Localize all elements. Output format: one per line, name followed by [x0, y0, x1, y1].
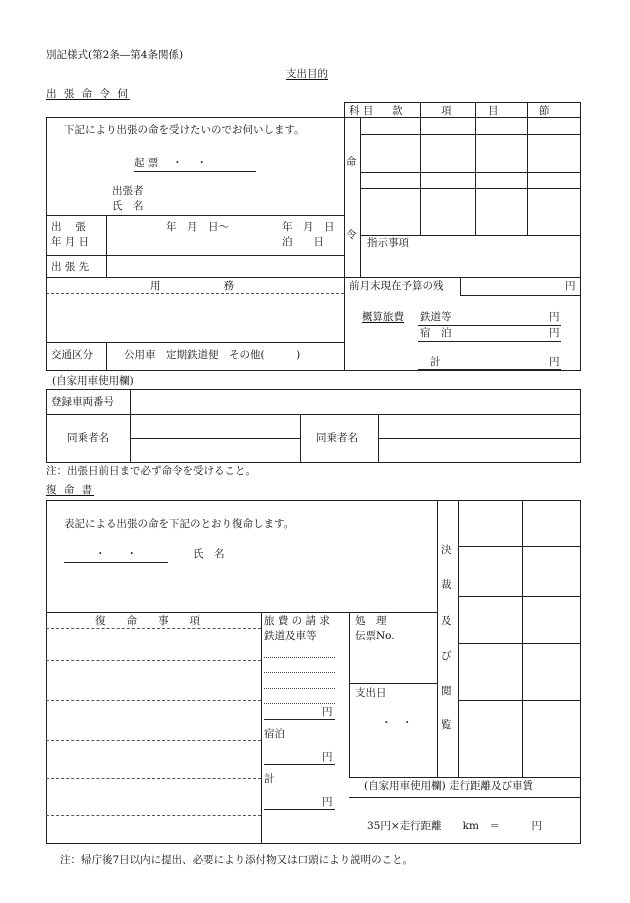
note-report-deadline: 注：帰庁後7日以内に提出、必要により添付物又は口頭により説明のこと。	[60, 854, 414, 866]
expense-date-field[interactable]: ・ ・	[381, 717, 413, 729]
vehicle-registration-label: 登録車両番号	[51, 396, 114, 408]
instruction-label: 指示事項	[367, 237, 409, 249]
page-title: 支出目的	[286, 68, 328, 80]
travel-dates-label-l2: 年 月 日	[51, 236, 90, 248]
estimate-lodging-label: 宿 泊	[420, 327, 452, 339]
traveler-label: 出張者	[112, 185, 144, 197]
claim-lodging-yen: 円	[322, 751, 333, 763]
travel-nights[interactable]: 泊 日	[282, 236, 324, 248]
estimate-lodging-yen: 円	[549, 327, 560, 339]
vehicle-registration-input[interactable]	[132, 391, 578, 412]
approval-char-6: 覧	[441, 719, 452, 731]
report-statement: 表記による出張の命を下記のとおり復命します。	[64, 518, 295, 530]
approval-char-2: 裁	[441, 579, 452, 591]
remaining-budget-label: 前月末現在予算の残	[349, 280, 444, 292]
claim-lodging-label: 宿泊	[264, 728, 285, 740]
passenger-label-2: 同乗者名	[316, 432, 358, 444]
claim-total-label: 計	[264, 773, 275, 785]
car-fare-formula: 35円×走行距離 km ＝ 円	[367, 820, 542, 832]
expense-date-label: 支出日	[355, 687, 387, 699]
estimate-total-yen: 円	[549, 356, 560, 368]
estimate-rail-label: 鉄道等	[420, 311, 452, 323]
travel-dates-label-l1: 出 張	[51, 221, 86, 233]
report-name-label: 氏 名	[193, 548, 225, 560]
budget-header-kamoku: 科 目	[349, 105, 374, 117]
order-char-rei: 令	[346, 229, 357, 241]
private-car-title: (自家用車使用欄)	[52, 375, 134, 387]
approval-char-3: 及	[441, 615, 452, 627]
purpose-input[interactable]	[48, 296, 342, 340]
approval-char-4: び	[441, 650, 452, 662]
travel-date-from[interactable]: 年 月 日〜	[166, 221, 229, 233]
remaining-budget-yen: 円	[565, 280, 576, 292]
form-id: 別記様式(第2条―第4条関係)	[46, 49, 184, 61]
destination-input[interactable]	[108, 257, 342, 275]
report-date-field[interactable]: ・ ・	[64, 549, 168, 563]
transport-label: 交通区分	[51, 349, 93, 361]
claim-label: 旅 費 の 請 求	[264, 615, 330, 627]
claim-rail-yen: 円	[322, 706, 333, 718]
section-title-travel-order: 出 張 命 令 伺	[46, 88, 130, 100]
budget-header-setsu: 節	[539, 105, 550, 117]
car-fare-label: (自家用車使用欄) 走行距離及び車賃	[364, 780, 534, 792]
transport-options[interactable]: 公用車 定期鉄道便 その他( )	[124, 349, 301, 361]
request-statement: 下記により出張の命を受けたいのでお伺いします。	[64, 124, 305, 136]
order-char-mei: 命	[346, 156, 357, 168]
approval-char-1: 決	[441, 544, 452, 556]
budget-header-moku: 目	[488, 105, 499, 117]
claim-rail-label: 鉄道及車等	[264, 630, 317, 642]
draft-date-field[interactable]: 起 票 ・ ・	[134, 158, 256, 172]
travel-date-to[interactable]: 年 月 日	[282, 221, 335, 233]
destination-label: 出 張 先	[51, 261, 90, 273]
purpose-label: 用 務	[150, 280, 234, 292]
budget-header-kou: 項	[441, 105, 452, 117]
estimate-rail-yen: 円	[549, 311, 560, 323]
report-items-label: 復 命 事 項	[95, 615, 200, 627]
voucher-number-label: 伝票No.	[355, 630, 395, 642]
processing-label: 処 理	[355, 615, 387, 627]
approval-char-5: 閲	[441, 685, 452, 697]
section-title-report: 復 命 書	[46, 484, 95, 496]
budget-header-kan: 款	[392, 105, 403, 117]
note-order-deadline: 注：出張日前日まで必ず命令を受けること。	[46, 465, 256, 477]
traveler-name-label: 氏 名	[112, 200, 144, 212]
estimate-total-label: 計	[430, 356, 441, 368]
passenger-label-1: 同乗者名	[67, 432, 109, 444]
claim-total-yen: 円	[322, 796, 333, 808]
estimate-label: 概算旅費	[362, 311, 404, 323]
